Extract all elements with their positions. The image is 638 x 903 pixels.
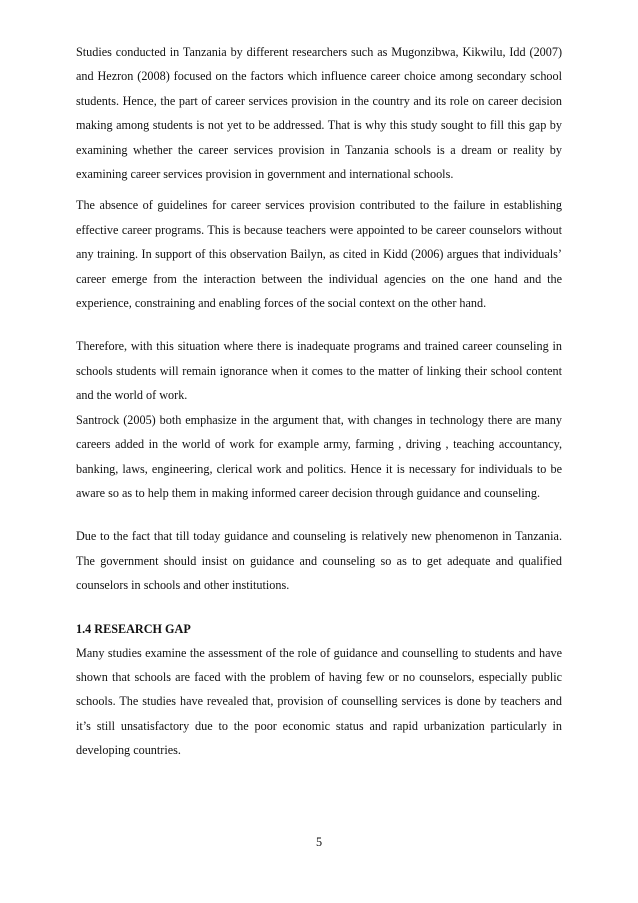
paragraph-absence-of-guidelines: The absence of guidelines for career services provision contributed to the failure in establishing effective career programs. This is because teachers were appointed to be career counselors without any training. In support of this observation Bailyn, as cited in Kidd (2006) argues that individuals’ career emerge from the interaction between the individual agencies on the one hand and the experience, constraining and enabling forces of the social context on the other hand. — [76, 198, 562, 311]
document-page — [76, 40, 562, 763]
paragraph-studies: Studies conducted in Tanzania by different researchers such as Mugonzibwa, Kikwilu, Idd (2007) and Hezron (2008) focused on the factors which influence career choice among secondary school students. Hence, the part of career services provision in the country and its role on career decision making among students is not yet to be addressed. That is why this study sought to fill this gap by examining whether the career services provision in Tanzania schools is a dream or reality by examining career services provision in government and international schools. — [76, 45, 562, 182]
paragraph-therefore: Therefore, with this situation where there is inadequate programs and trained career counseling in schools students will remain ignorance when it comes to the matter of linking their school content and the world of work. — [76, 339, 562, 403]
paragraph-due-to-the-fact: Due to the fact that till today guidance and counseling is relatively new phenomenon in Tanzania. The government should insist on guidance and counseling so as to get adequate and qualified counselors in schools and other institutions. — [76, 529, 562, 593]
page-number: 5 — [315, 835, 323, 849]
paragraph-santrock: Santrock (2005) both emphasize in the argument that, with changes in technology there are many careers added in the world of work for example army, farming , driving , teaching accountancy, banking, laws, engineering, clerical work and politics. Hence it is necessary for individuals to be aware so as to help them in making informed career decision through guidance and counseling. — [76, 412, 562, 500]
paragraph-research-gap: Many studies examine the assessment of the role of guidance and counselling to students and have shown that schools are faced with the problem of having few or no counselors, especially public schools. The studies have revealed that, provision of counselling services is done by teachers and it’s still unsatisfactory due to the poor economic status and rapid urbanization particularly in developing countries. — [76, 645, 562, 758]
section-heading-research-gap: 1.4 RESEARCH GAP — [76, 621, 191, 636]
